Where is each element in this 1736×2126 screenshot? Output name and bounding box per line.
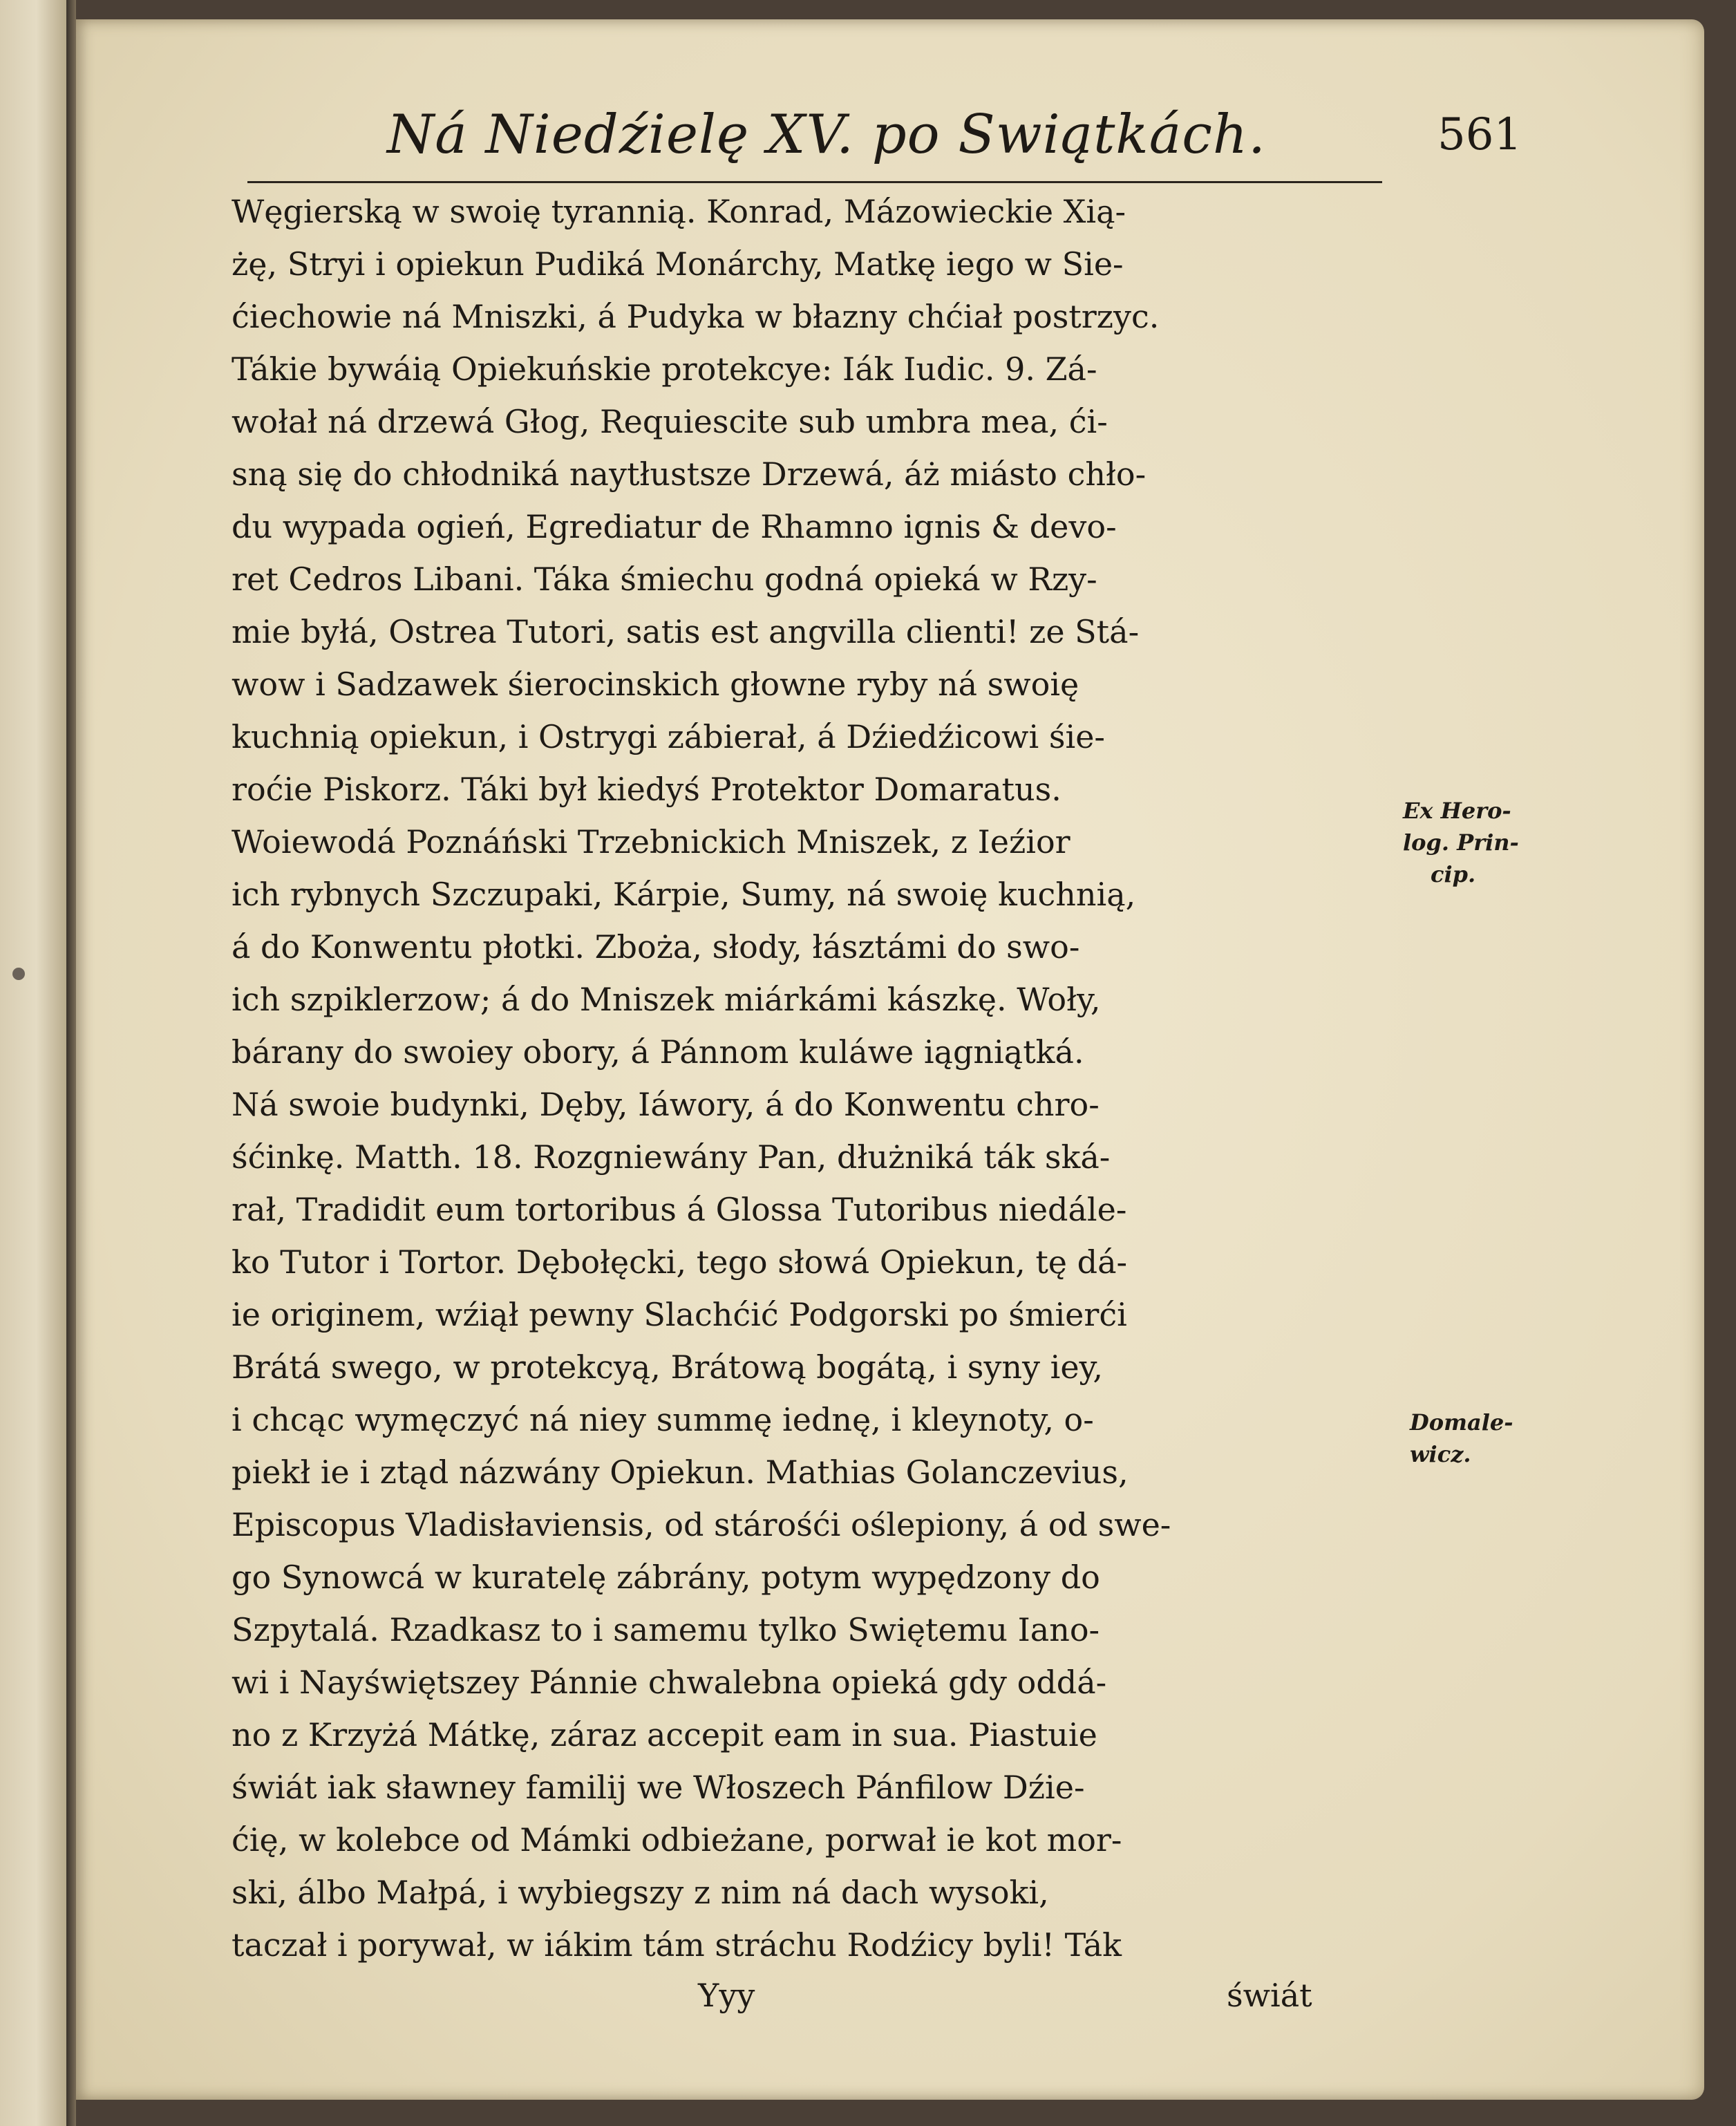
- margin-note-line: cip.: [1431, 861, 1476, 887]
- margin-note-line: Ex Hero-: [1403, 798, 1511, 824]
- text-line: taczał i porywał, w iákim tám stráchu Rodźicy byli! Ták: [232, 1926, 1122, 1964]
- text-line: ski, álbo Małpá, i wybiegszy z nim ná dach wysoki,: [232, 1874, 1049, 1911]
- page-number: 561: [1437, 109, 1522, 160]
- text-line: ich rybnych Szczupaki, Kárpie, Sumy, ná swoię kuchnią,: [232, 876, 1136, 913]
- text-line: no z Krzyżá Mátkę, záraz accepit eam in sua. Piastuie: [232, 1716, 1097, 1753]
- text-line: bárany do swoiey obory, á Pánnom kuláwe iągniątká.: [232, 1033, 1084, 1071]
- text-line: kuchnią opiekun, i Ostrygi zábierał, á Dźiedźicowi śie-: [232, 718, 1105, 755]
- text-line: du wypada ogień, Egrediatur de Rhamno ignis & devo-: [232, 508, 1117, 545]
- running-title: Ná Niedźielę XV. po Swiątkách.: [387, 104, 1266, 166]
- text-line: wi i Nayświętszey Pánnie chwalebna opieká gdy oddá-: [232, 1664, 1107, 1701]
- text-line: sną się do chłodniká naytłustsze Drzewá, áż miásto chło-: [232, 455, 1147, 493]
- text-line: roćie Piskorz. Táki był kiedyś Protektor Domaratus.: [232, 771, 1062, 808]
- body-text: [232, 185, 1406, 1971]
- signature-mark: Yyy: [698, 1977, 755, 2014]
- text-line: go Synowcá w kuratelę zábrány, potym wypędzony do: [232, 1559, 1100, 1596]
- text-line: ie originem, wźiął pewny Slachćić Podgorski po śmierći: [232, 1296, 1127, 1333]
- text-line: wow i Sadzawek śierocinskich głowne ryby ná swoię: [232, 666, 1079, 703]
- text-line: Węgierską w swoię tyrannią. Konrad, Mázowieckie Xią-: [232, 193, 1126, 230]
- book-gutter: [66, 0, 76, 2126]
- text-line: á do Konwentu płotki. Zboża, słody, łásztámi do swo-: [232, 928, 1080, 966]
- margin-note-line: Domale-: [1410, 1409, 1513, 1436]
- text-line: ćiechowie ná Mniszki, á Pudyka w błazny chćiał postrzyc.: [232, 298, 1160, 335]
- text-line: Szpytalá. Rzadkasz to i samemu tylko Swiętemu Iano-: [232, 1611, 1100, 1648]
- text-line: mie byłá, Ostrea Tutori, satis est angvilla clienti! ze Stá-: [232, 613, 1140, 650]
- text-line: rał, Tradidit eum tortoribus á Glossa Tutoribus niedále-: [232, 1191, 1127, 1228]
- text-line: śćinkę. Matth. 18. Rozgniewány Pan, dłużniká ták ská-: [232, 1138, 1111, 1176]
- margin-note-line: wicz.: [1410, 1441, 1471, 1467]
- facing-page-edge: [0, 0, 66, 2126]
- margin-note-hero-log: [1403, 795, 1519, 890]
- text-line: ich szpiklerzow; á do Mniszek miárkámi kászkę. Woły,: [232, 981, 1101, 1018]
- text-line: i chcąc wymęczyć ná niey summę iednę, i kleynoty, o-: [232, 1401, 1094, 1438]
- text-line: żę, Stryi i opiekun Pudiká Monárchy, Matkę iego w Sie-: [232, 245, 1124, 283]
- text-line: Ná swoie budynki, Dęby, Iáwory, á do Konwentu chro-: [232, 1086, 1100, 1123]
- header-rule: [247, 181, 1382, 183]
- text-line: ćię, w kolebce od Mámki odbieżane, porwał ie kot mor-: [232, 1821, 1122, 1859]
- margin-note-domalewicz: [1410, 1407, 1513, 1470]
- text-line: wołał ná drzewá Głog, Requiescite sub umbra mea, ći-: [232, 403, 1108, 440]
- text-line: świát iak sławney familij we Włoszech Pánfilow Dźie-: [232, 1769, 1085, 1806]
- text-line: piekł ie i ztąd názwány Opiekun. Mathias Golanczevius,: [232, 1454, 1129, 1491]
- text-line: Woiewodá Poznáński Trzebnickich Mniszek, z Ieźior: [232, 823, 1070, 860]
- text-line: ko Tutor i Tortor. Dębołęcki, tego słowá Opiekun, tę dá-: [232, 1243, 1128, 1281]
- text-line: Brátá swego, w protekcyą, Brátową bogátą, i syny iey,: [232, 1348, 1104, 1386]
- binding-pin-mark: [12, 968, 25, 980]
- text-line: Tákie bywáią Opiekuńskie protekcye: Iák Iudic. 9. Zá-: [232, 350, 1097, 388]
- catchword: świát: [1227, 1977, 1312, 2014]
- margin-note-line: log. Prin-: [1403, 829, 1519, 856]
- text-line: Episcopus Vladisłaviensis, od stárośći oślepiony, á od swe-: [232, 1506, 1171, 1543]
- text-line: ret Cedros Libani. Táka śmiechu godná opieká w Rzy-: [232, 561, 1097, 598]
